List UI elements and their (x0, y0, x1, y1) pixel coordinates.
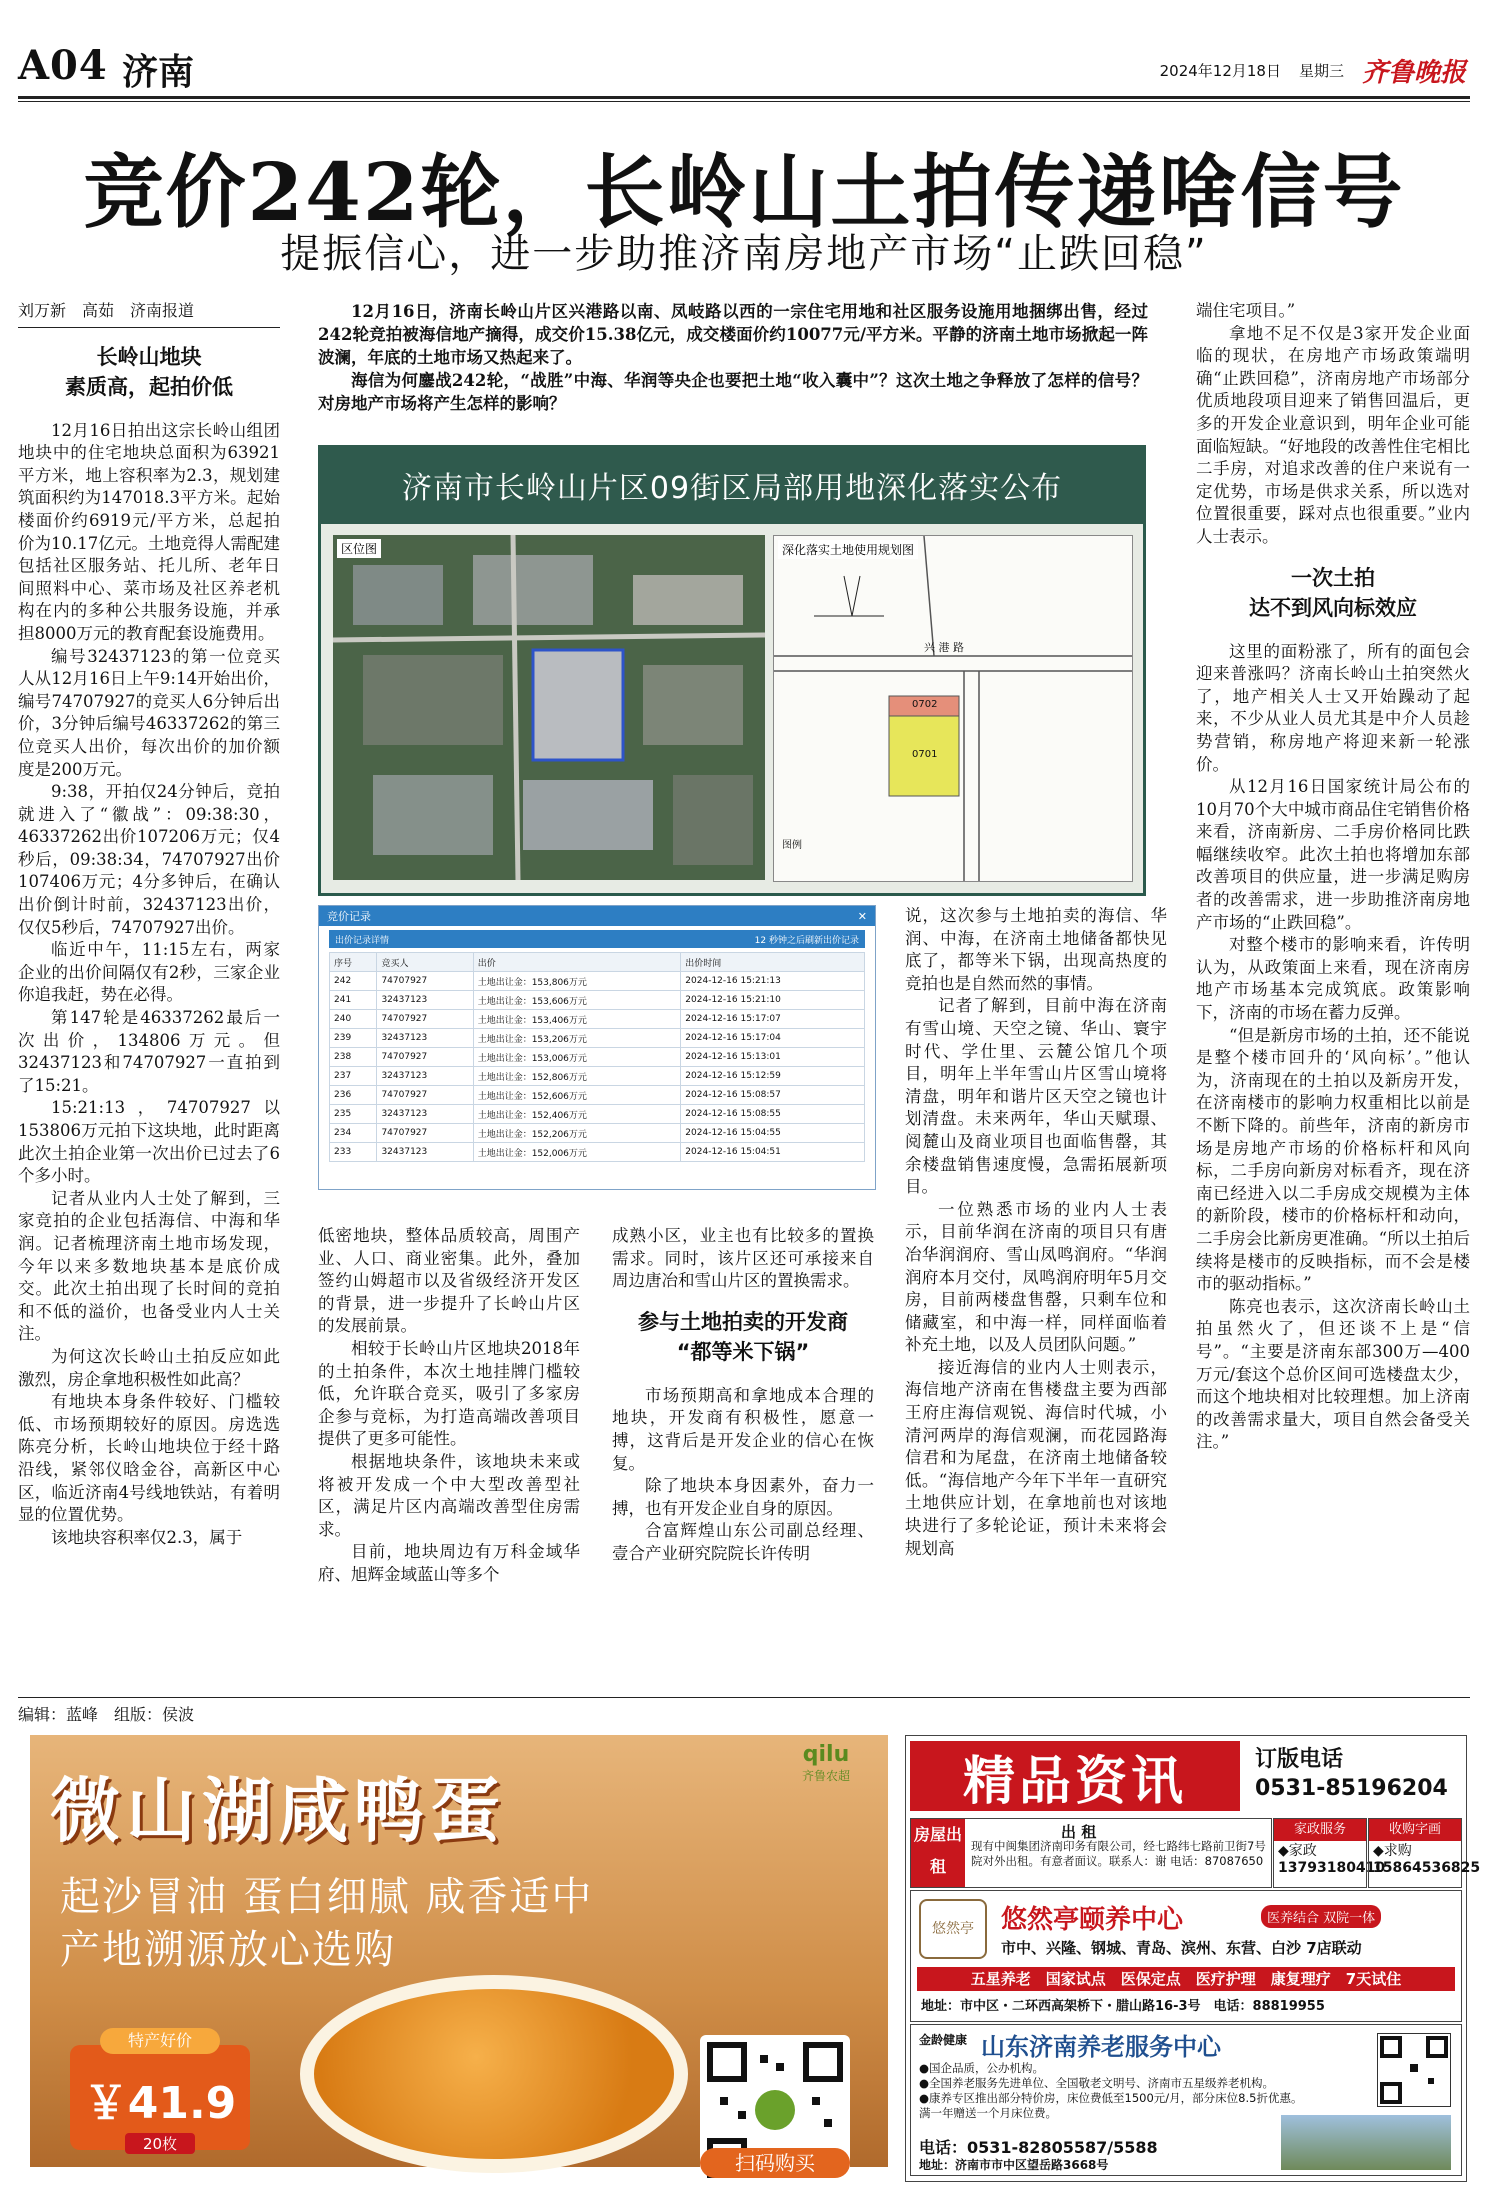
cell-time: 2024-12-16 15:13:01 (681, 1048, 865, 1067)
bid-info-bar (329, 930, 865, 948)
table-row (330, 991, 865, 1010)
paragraph: 记者从业内人士处了解到，三家竞拍的企业包括海信、中海和华润。记者梳理济南土地市场发现，今年以来多数地块基本是底价成交。此次土拍出现了长时间的竞拍和不低的溢价，也备受业内人士关注。 (18, 1188, 280, 1344)
paragraph: 从12月16日国家统计局公布的10月70个大中城市商品住宅销售价格来看，济南新房、二手房价格同比跌幅继续收窄。此次土拍也将增加东部改善项目的供应量，进一步满足购房者的改善需求，进一步助推济南房地产市场的“止跌回稳”。 (1196, 777, 1470, 932)
youranting-badge: 医养结合 双院一体 (1261, 1905, 1381, 1928)
paragraph: 目前，地块周边有万科金域华府、旭辉金域蓝山等多个 (318, 1542, 580, 1584)
paragraph: 该地块容积率仅2.3，属于 (51, 1527, 243, 1547)
cell-price: 土地出让金：152,606万元 (473, 1086, 681, 1105)
youranting-name: 悠然亭颐养中心 (1001, 1905, 1184, 1935)
housekeeping-ad (1273, 1818, 1386, 1888)
bid-record-window (318, 905, 876, 1190)
subtitle-1-line1: 长岭山地块 (96, 344, 202, 369)
subtitle-1-line2: 素质高，起拍价低 (65, 374, 233, 399)
cell-no: 234 (330, 1124, 377, 1143)
jinling-phone: 电话：0531-82805587/5588 (919, 2138, 1158, 2157)
bid-info-right: 12 秒钟之后刷新出价记录 (754, 935, 859, 946)
article-column-1 (18, 300, 280, 1549)
egg-price-tag: 特产好价 (100, 2028, 220, 2054)
rent-title: 出 租 (1061, 1823, 1097, 1841)
jinling-title: 山东济南养老服务中心 (981, 2033, 1221, 2061)
cell-time: 2024-12-16 15:08:55 (681, 1105, 865, 1124)
location-map-label: 区位图 (337, 539, 381, 558)
table-row (330, 1105, 865, 1124)
byline: 刘万新 高茹 济南报道 (18, 300, 280, 328)
article-column-b (612, 1225, 874, 1566)
cell-time: 2024-12-16 15:08:57 (681, 1086, 865, 1105)
article-column-right (1196, 300, 1470, 1454)
table-row (330, 1029, 865, 1048)
cell-no: 238 (330, 1048, 377, 1067)
table-row (330, 1067, 865, 1086)
paragraph: 相较于长岭山片区地块2018年的土拍条件，本次土地挂牌门槛较低，允许联合竞买，吸引了多家房企参与竞标，为打造高端改善项目提供了更多可能性。 (318, 1338, 580, 1449)
collect-phone: 15864536825 (1373, 1860, 1481, 1876)
cell-no: 240 (330, 1010, 377, 1029)
land-use-plan (773, 535, 1133, 882)
jinling-gift: 满一年赠送一个月床位费。 (919, 2106, 1057, 2120)
bid-window-title: 竞价记录 (327, 910, 371, 923)
header-rule (18, 96, 1470, 99)
cell-price: 土地出让金：152,806万元 (473, 1067, 681, 1086)
scan-to-buy-button[interactable]: 扫码购买 (700, 2148, 850, 2178)
paragraph: 临近中午，11:15左右，两家企业的出价间隔仅有2秒，三家企业你追我赶，势在必得。 (18, 940, 280, 1005)
subscribe-phone: 0531-85196204 (1255, 1776, 1448, 1801)
land-use-plan-label: 深化落实土地使用规划图 (778, 540, 918, 559)
paragraph: 为何这次长岭山土拍反应如此激烈，房企拿地积极性如此高？ (18, 1346, 280, 1389)
jinling-item: ●康养专区推出部分特价房，床位费低至1500元/月，部分床位8.5折优惠。 (919, 2091, 1303, 2105)
youranting-address: 地址：市中区・二环西高架桥下・腊山路16-3号 电话：88819955 (921, 1999, 1325, 2014)
cell-time: 2024-12-16 15:21:13 (681, 972, 865, 991)
issue-weekday: 星期三 (1298, 62, 1344, 80)
cell-bidder: 74707927 (377, 1010, 473, 1029)
paragraph: 第147轮是46337262最后一次出价，134806万元。但32437123和74707927一直拍到了15:21。 (18, 1008, 280, 1095)
paragraph: “但是新房市场的土拍，还不能说是整个楼市回升的‘风向标’。”他认为，济南现在的土拍以及新房开发，在济南楼市的影响力权重相比以前是不断下降的。前些年，济南的新房市场是房地产市场的价格标杆和风向标，二手房向新房对标看齐，现在济南已经进入以二手房成交规模为主体的新阶段，楼市的价格标杆和动向，二手房会比新房更准确。“所以土拍后续将是楼市的反映指标，而不会是楼市的驱动指标。” (1196, 1025, 1470, 1294)
jinan-elderly-ad (910, 2024, 1462, 2176)
subtitle-right (1196, 563, 1470, 623)
cell-no: 242 (330, 972, 377, 991)
paragraph: 根据地块条件，该地块未来或将被开发成一个中大型改善型社区，满足片区内高端改善型住房需求。 (318, 1451, 580, 1539)
cell-price: 土地出让金：152,406万元 (473, 1105, 681, 1124)
cell-bidder: 32437123 (377, 1029, 473, 1048)
subtitle-b-line2: “都等米下锅” (676, 1339, 810, 1364)
cell-price: 土地出让金：152,206万元 (473, 1124, 681, 1143)
cell-bidder: 74707927 (377, 1048, 473, 1067)
jinling-qr-icon[interactable] (1377, 2033, 1451, 2107)
legend-label: 图例 (782, 840, 802, 851)
collect-paintings-ad (1368, 1818, 1481, 1888)
jinling-prefix: 金龄健康 (919, 2033, 968, 2047)
paragraph: 15:21:13，74707927以153806万元拍下这块地，此时距离此次土拍企业第一次出价已过去了6个多小时。 (18, 1098, 280, 1186)
subtitle-right-line2: 达不到风向标效应 (1249, 595, 1417, 620)
article-column-c (905, 905, 1167, 1560)
paragraph: 成熟小区，业主也有比较多的置换需求。同时，该片区还可承接来自周边唐冶和雪山片区的置换需求。 (612, 1226, 874, 1291)
cell-no: 236 (330, 1086, 377, 1105)
column-header: 序号 (330, 953, 377, 972)
housekeeping-tag: 家政服务 (1274, 1819, 1366, 1841)
jinling-item: ●全国养老服务先进单位、全国敬老文明号、济南市五星级养老机构。 (919, 2076, 1275, 2090)
cell-no: 237 (330, 1067, 377, 1086)
collect-item: ◆求购 (1373, 1843, 1412, 1859)
paragraph: 除了地块本身因素外，奋力一搏，也有开发企业自身的原因。 (612, 1476, 874, 1518)
cell-bidder: 32437123 (377, 1143, 473, 1162)
paragraph: 接近海信的业内人士则表示，海信地产济南在售楼盘主要为西部王府庄海信观锐、海信时代城，小清河两岸的海信观澜，而花园路海信君和为尾盘，在济南土地储备较低。“海信地产今年下半年一直研究土地供应计划，在拿地前也对该地块进行了多轮论证，预计未来将会规划高 (905, 1357, 1167, 1558)
qilu-logo-sub: 齐鲁农超 (801, 1769, 850, 1783)
lead-paragraph: 12月16日，济南长岭山片区兴港路以南、凤岐路以西的一宗住宅用地和社区服务设施用地捆绑出售，经过242轮竞拍被海信地产摘得，成交价15.38亿元，成交楼面价约10077元/平方米。平静的济南土地市场掀起一阵波澜，年底的土地市场又热起来了。 (318, 302, 1148, 367)
bid-window-titlebar (319, 906, 875, 926)
editor-credit: 编辑：蓝峰 组版：侯波 (18, 1705, 195, 1724)
satellite-image (333, 535, 765, 880)
column-header: 竞买人 (377, 953, 473, 972)
egg-price-badge (70, 2045, 250, 2153)
egg-unit: 20枚 (125, 2133, 195, 2154)
paragraph: 对整个楼市的影响来看，许传明认为，从政策面上来看，现在济南房地产市场基本完成筑底。政策影响下，济南的市场在蓄力反弹。 (1196, 935, 1470, 1023)
column-header: 出价时间 (681, 953, 865, 972)
cell-price: 土地出让金：153,406万元 (473, 1010, 681, 1029)
youranting-ad (910, 1890, 1462, 2022)
close-icon[interactable]: ✕ (857, 909, 867, 923)
parcel-label-0701: 0701 (912, 749, 938, 760)
newspaper-logo: 齐鲁晚报 (1361, 58, 1466, 88)
cell-bidder: 32437123 (377, 991, 473, 1010)
jinling-building-image (1281, 2115, 1451, 2170)
subtitle-b-line1: 参与土地拍卖的开发商 (638, 1309, 848, 1334)
house-rent-tag: 房屋出租 (911, 1819, 965, 1887)
cell-bidder: 32437123 (377, 1105, 473, 1124)
cell-bidder: 74707927 (377, 1124, 473, 1143)
egg-ad-line2: 产地溯源放心选购 (60, 1927, 396, 1973)
cell-time: 2024-12-16 15:21:10 (681, 991, 865, 1010)
location-map (333, 535, 765, 880)
subtitle-right-line1: 一次土拍 (1291, 565, 1375, 590)
cell-time: 2024-12-16 15:17:07 (681, 1010, 865, 1029)
header-rule-thin (18, 101, 1470, 102)
egg-price: ￥41.9 (83, 2078, 237, 2129)
table-row (330, 1143, 865, 1162)
youranting-logo: 悠然亭 (919, 1899, 987, 1959)
jinling-address: 地址：济南市市中区望岳路3668号 (919, 2158, 1109, 2172)
paragraph: 端住宅项目。” (1196, 301, 1296, 320)
subtitle-1 (18, 342, 280, 402)
paragraph: 拿地不足不仅是3家开发企业面临的现状，在房地产市场政策端明确“止跌回稳”，济南房地产市场部分优质地段项目迎来了销售回温后，更多的开发企业意识到，明年企业可能面临短缺。“好地段的改善性住宅相比二手房，对追求改善的住户来说有一定优势，市场是供求关系，所以选对位置很重要，踩对点也很重要。”业内人士表示。 (1196, 323, 1470, 546)
page-number: A04 (18, 42, 108, 89)
cell-price: 土地出让金：153,806万元 (473, 972, 681, 991)
egg-ad-title: 微山湖咸鸭蛋 (50, 1769, 506, 1852)
cell-no: 239 (330, 1029, 377, 1048)
cell-no: 233 (330, 1143, 377, 1162)
cell-time: 2024-12-16 15:04:55 (681, 1124, 865, 1143)
paragraph: 9:38，开拍仅24分钟后，竞拍就进入了“徽战”：09:38:30，46337262出价107206万元；仅4秒后，09:38:34，74707927出价107406万元；4分多钟后，在确认出价倒计时前，32437123出价，仅仅5秒后，74707927出价。 (18, 782, 280, 937)
paragraph: 记者了解到，目前中海在济南有雪山境、天空之镜、华山、寰宇时代、学仕里、云麓公馆几个项目，明年上半年雪山片区雪山境将清盘，明年和谐片区天空之镜也计划清盘。未来两年，华山天赋璟、阅麓山及商业项目也面临售罄，其余楼盘销售速度慢，急需拓展新项目。 (905, 996, 1167, 1197)
table-row (330, 1086, 865, 1105)
land-use-drawing (774, 536, 1132, 881)
housekeeping-item: ◆家政 (1278, 1843, 1317, 1859)
footer-rule (18, 1697, 1470, 1698)
figure-banner: 济南市长岭山片区09街区局部用地深化落实公布 (318, 445, 1146, 524)
jinling-item: ●国企品质，公办机构。 (919, 2061, 1045, 2075)
subheadline: 提振信心，进一步助推济南房地产市场“止跌回稳” (280, 231, 1208, 277)
table-row (330, 1048, 865, 1067)
cell-bidder: 74707927 (377, 972, 473, 991)
jinling-items (919, 2061, 1359, 2121)
housekeeping-phone: 13793180410 (1278, 1860, 1386, 1876)
paragraph: 这里的面粉涨了，所有的面包会迎来普涨吗？济南长岭山土拍突然火了，地产相关人士又开始躁动了起来，不少从业人员尤其是中介人员趁势营销，称房地产将迎来新一轮涨价。 (1196, 641, 1470, 774)
cell-time: 2024-12-16 15:04:51 (681, 1143, 865, 1162)
paragraph: 陈亮也表示，这次济南长岭山土拍虽然火了，但还谈不上是“信号”。“主要是济南东部300万—400万元/套这个总价区间可选楼盘太少，而这个地块相对比较理想。加上济南的改善需求量大，项目自然会备受关注。” (1196, 1296, 1470, 1452)
cell-price: 土地出让金：152,006万元 (473, 1143, 681, 1162)
cell-bidder: 32437123 (377, 1067, 473, 1086)
rent-ad (910, 1818, 1272, 1888)
article-column-a (318, 1225, 580, 1587)
cell-price: 土地出让金：153,606万元 (473, 991, 681, 1010)
parcel-label-0702: 0702 (912, 699, 938, 710)
cell-time: 2024-12-16 15:12:59 (681, 1067, 865, 1086)
subscribe-phone-label: 订版电话 (1255, 1747, 1344, 1772)
cell-price: 土地出让金：153,206万元 (473, 1029, 681, 1048)
table-row (330, 1010, 865, 1029)
subtitle-b (612, 1307, 874, 1367)
paragraph: 一位熟悉市场的业内人士表示，目前华润在济南的项目只有唐冶华润润府、雪山凤鸣润府。“华润润府本月交付，凤鸣润府明年5月交房，目前两楼盘售罄，只剩车位和储藏室，和中海一样，同样面临着补充土地，以及人员团队问题。” (905, 1199, 1167, 1355)
youranting-cities: 市中、兴隆、钢城、青岛、滨州、东营、白沙 7店联动 (1001, 1939, 1362, 1957)
headline: 竞价242轮，长岭山土拍传递啥信号 (83, 145, 1405, 239)
cell-bidder: 74707927 (377, 1086, 473, 1105)
egg-yolk-image (300, 1975, 688, 2173)
header-meta (1160, 52, 1466, 89)
article-lead (318, 300, 1148, 415)
issue-date: 2024年12月18日 (1159, 62, 1281, 80)
paragraph: 编号32437123的第一位竞买人从12月16日上午9:14开始出价，编号74707927的竞买人6分钟后出价，3分钟后编号46337262的第三位竞买人出价，每次出价的加价额度是200万元。 (18, 646, 280, 779)
qilu-logo (790, 1742, 862, 1794)
paragraph: 低密地块，整体品质较高，周围产业、人口、商业密集。此外，叠加签约山姆超市以及省级经济开发区的背景，进一步提升了长岭山片区的发展前景。 (318, 1226, 580, 1336)
paragraph: 市场预期高和拿地成本合理的地块，开发商有积极性，愿意一搏，这背后是开发企业的信心在恢复。 (612, 1385, 874, 1473)
cell-no: 241 (330, 991, 377, 1010)
road-label: 兴 港 路 (924, 641, 964, 654)
table-row (330, 1124, 865, 1143)
classified-title: 精品资讯 (910, 1741, 1240, 1811)
youranting-features: 五星养老 国家试点 医保定点 医疗护理 康复理疗 7天试住 (917, 1967, 1455, 1991)
cell-no: 235 (330, 1105, 377, 1124)
paragraph: 有地块本身条件较好、门槛较低、市场预期较好的原因。房选选陈亮分析，长岭山地块位于经十路沿线，紧邻仪晗金谷，高新区中心区，临近济南4号线地铁站，有着明显的位置优势。 (18, 1392, 280, 1525)
bid-table (329, 952, 865, 1162)
bid-info-left: 出价记录详情 (335, 935, 390, 946)
cell-time: 2024-12-16 15:17:04 (681, 1029, 865, 1048)
egg-ad-line1: 起沙冒油 蛋白细腻 咸香适中 (60, 1874, 594, 1920)
table-row (330, 972, 865, 991)
paragraph: 12月16日拍出这宗长岭山组团地块中的住宅地块总面积为63921平方米，地上容积率为2.3，规划建筑面积约为147018.3平方米。起始楼面价约6919元/平方米，总起拍价为10.17亿元。土地竞得人需配建包括社区服务站、托儿所、老年日间照料中心、菜市场及社区养老机构在内的多种公共服务设施，并承担8000万元的教育配套设施费用。 (18, 420, 280, 643)
qilu-logo-text: qilu (802, 1742, 850, 1767)
bid-table-header (330, 953, 865, 972)
cell-price: 土地出让金：153,006万元 (473, 1048, 681, 1067)
jinling-qr-graphic (1378, 2034, 1450, 2106)
section-name: 济南 (122, 51, 195, 93)
column-header: 出价 (473, 953, 681, 972)
collect-tag: 收购字画 (1369, 1819, 1461, 1841)
paragraph: 说，这次参与土地拍卖的海信、华润、中海，在济南土地储备都快见底了，都等米下锅，出现高热度的竞拍也是自然而然的事情。 (905, 906, 1167, 993)
rent-text: 现有中闽集团济南印务有限公司，经七路纬七路前卫街7号院对外出租。有意者面议。联系人：谢 电话：87087650 (971, 1839, 1266, 1868)
paragraph: 合富辉煌山东公司副总经理、壹合产业研究院院长许传明 (612, 1521, 874, 1563)
lead-paragraph: 海信为何鏖战242轮，“战胜”中海、华润等央企也要把土地“收入囊中”？这次土地之争释放了怎样的信号？对房地产市场将产生怎样的影响？ (318, 371, 1148, 413)
